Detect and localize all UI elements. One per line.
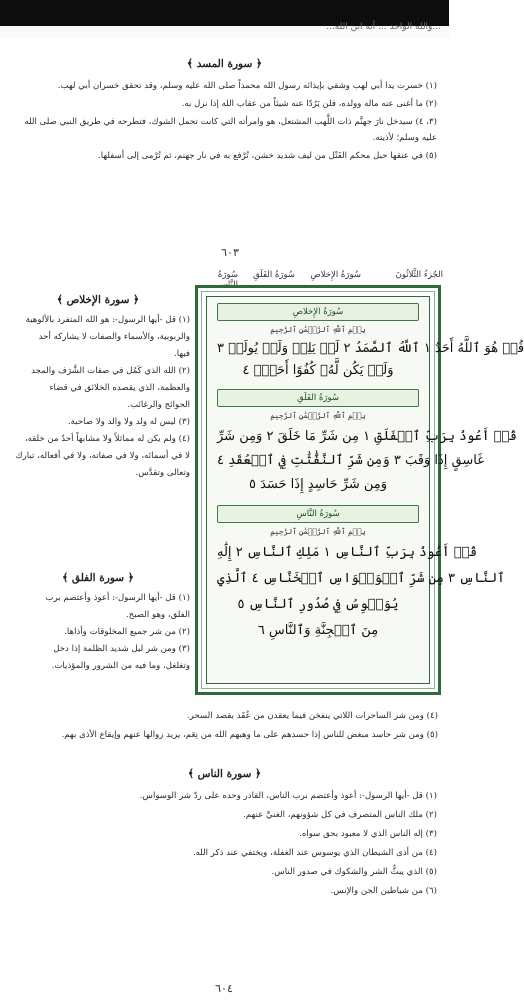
mushaf-frame — [195, 285, 524, 695]
running-head — [195, 270, 443, 284]
previous-page-cut — [0, 22, 449, 38]
masad-line: (٣، ٤) سيدخل نارَ جهنَّم ذات اللَّهب المشتعل، هو وامرأته التي كانت تحمل الشوك، فتطرحه في طريق النبي صلى الله — [24, 117, 437, 127]
masad-line: عليه وسلم؛ لأذيته. — [372, 133, 437, 143]
falaq-verse-line: غَاسِقٍ إِذَا وَقَبَ ٣ وَمِن شَرِّ ٱلنَّفَّٰثَٰتِ فِي ٱلۡعُقَدِ ٤ — [217, 453, 485, 468]
falaq-line: (١) قل -أيها الرسول-: أعوذ وأعتصم برب — [45, 593, 190, 603]
running-head-juz: الجُزءُ الثَّلاثُونَ — [395, 270, 443, 280]
page-number-bottom: ٦٠٤ — [215, 982, 233, 995]
falaq-banner: سُورَةُ الفَلَقِ — [217, 389, 419, 407]
nas-verse-line: قُلۡ أَعُوذُ بِرَبِّ ٱلنَّاسِ ١ مَلِكِ ٱلنَّاسِ ٢ إِلَٰهِ — [217, 545, 477, 560]
running-head-falaq: سُورَةُ الفَلَقِ — [253, 270, 295, 280]
basmala: بِسۡمِ ٱللَّهِ ٱلرَّحۡمَٰنِ ٱلرَّحِيمِ — [270, 527, 366, 536]
nas-heading: ﴿ سورة الناس ﴾ — [187, 768, 262, 780]
ikhlas-heading: ﴿ سورة الإخلاص ﴾ — [56, 294, 140, 306]
masad-line: (٥) في عنقها حبل محكم الفَتْل من ليف شديد خشن، تُرْفع به في نار جهنم، ثم تُرْمى إلى أسفلها. — [98, 151, 437, 161]
mushaf-inner — [206, 296, 524, 684]
basmala: بِسۡمِ ٱللَّهِ ٱلرَّحۡمَٰنِ ٱلرَّحِيمِ — [270, 411, 366, 420]
masad-line: (١) خسرت يدا أبي لهب وشقي بإيذائه رسول الله محمداً صلى الله عليه وسلم، وقد تحقق خسران أبي لهب. — [57, 81, 437, 91]
falaq-heading: ﴿ سورة الفلق ﴾ — [62, 572, 134, 584]
ikhlas-line: (٢) الله الذي كَمُل في صفات الشَّرَف والمجد — [31, 366, 190, 376]
masad-section — [12, 58, 437, 166]
ikhlas-line: لا في أسمائه، ولا في صفاته، ولا في أفعاله، تبارك — [15, 451, 190, 461]
nas-line: (٤) من أذى الشيطان الذي يوسوس عند الغفلة، ويختفي عند ذكر الله. — [192, 848, 437, 858]
basmala: بِسۡمِ ٱللَّهِ ٱلرَّحۡمَٰنِ ٱلرَّحِيمِ — [270, 325, 366, 334]
falaq-line: الفلق، وهو الصبح. — [125, 610, 190, 620]
nas-line: (٢) ملك الناس المتصرف في كل شؤونهم، الغنيِّ عنهم. — [243, 810, 437, 820]
falaq-verse-line: وَمِن شَرِّ حَاسِدٍ إِذَا حَسَدَ ٥ — [248, 477, 388, 492]
nas-line: (٥) الذي يبثُّ الشر والشكوك في صدور الناس. — [271, 867, 437, 877]
falaq-commentary-continued — [10, 708, 438, 746]
masad-heading: ﴿ سورة المسد ﴾ — [186, 58, 263, 70]
ikhlas-line: (٤) ولم يكن له مماثلاً ولا مشابهاً أحدٌ من خلقه، — [24, 434, 190, 444]
ikhlas-line: (٣) ليس له ولد ولا والد ولا صاحبة. — [67, 417, 190, 427]
cut-text: ...والله الواحد ... أنه ابن الله... — [326, 22, 441, 32]
nas-commentary — [12, 768, 437, 902]
nas-banner: سُورَةُ النَّاسِ — [217, 505, 419, 523]
falaq-line: (٤) ومن شر الساحرات اللاتي ينفخن فيما يعقدن من عُقَد بقصد السحر. — [186, 711, 438, 721]
nas-line: (١) قل -أيها الرسول-: أعوذ وأعتصم برب الناس، القادر وحده على ردّ شر الوسواس. — [139, 791, 437, 801]
nas-line: (٦) من شياطين الجن والإنس. — [330, 886, 437, 896]
nas-verse-line: ٱلنَّاسِ ٣ مِن شَرِّ ٱلۡوَسۡوَاسِ ٱلۡخَنَّاسِ ٤ ٱلَّذِي — [217, 571, 505, 586]
ikhlas-line: وتعالى وتقدَّس. — [135, 468, 190, 478]
ikhlas-verse-line: وَلَمۡ يَكُن لَّهُۥ كُفُوًا أَحَدُۢ ٤ — [242, 363, 394, 378]
nas-verse-line: مِنَ ٱلۡجِنَّةِ وَٱلنَّاسِ ٦ — [257, 623, 379, 638]
nas-line: (٣) إله الناس الذي لا معبود بحق سواه. — [299, 829, 437, 839]
ikhlas-line: (١) قل -أيها الرسول-: هو الله المتفرد بالألوهية — [25, 315, 190, 325]
falaq-commentary — [6, 572, 190, 675]
ikhlas-line: والعظمة، الذي يقصده الخلائق في قضاء — [49, 383, 190, 393]
running-head-ikhlas: سُورَةُ الإِخلاصِ — [310, 270, 361, 280]
ikhlas-commentary — [6, 294, 190, 482]
ikhlas-line: والربوبية، والأسماء والصفات لا يشاركه أحد — [38, 332, 190, 342]
falaq-line: (٣) ومن شر ليل شديد الظلمة إذا دخل — [53, 644, 190, 654]
falaq-line: وتغلغل، وما فيه من الشرور والمؤذيات. — [51, 661, 190, 671]
nas-verse-line: يُوَسۡوِسُ فِي صُدُورِ ٱلنَّاسِ ٥ — [237, 597, 399, 612]
falaq-verse-line: قُلۡ أَعُوذُ بِرَبِّ ٱلۡفَلَقِ ١ مِن شَرِّ مَا خَلَقَ ٢ وَمِن شَرِّ — [217, 429, 517, 444]
ikhlas-line: الحوائج والرغائب. — [127, 400, 190, 410]
ikhlas-banner: سُورَةُ الإِخلاصِ — [217, 303, 419, 321]
ikhlas-line: فيها. — [173, 349, 190, 359]
falaq-line: (٥) ومن شر حاسد مبغض للناس إذا حسدهم على ما وهبهم الله من نِعَم، يريد زوالها عنهم وإيقاع الأذى بهم. — [61, 730, 438, 740]
page-number-top: ٦٠٣ — [221, 246, 239, 259]
masad-line: (٢) ما أغنى عنه ماله وولده، فلن يَرُدّا عنه شيئاً من عقاب الله إذا نزل به. — [181, 99, 437, 109]
falaq-line: (٢) من شر جميع المخلوقات وأذاها. — [64, 627, 190, 637]
ikhlas-verse-line: قُلۡ هُوَ ٱللَّهُ أَحَدٌ ١ ٱللَّهُ ٱلصَّمَدُ ٢ لَمۡ يَلِدۡ وَلَمۡ يُولَدۡ ٣ — [217, 341, 524, 356]
running-head-nas: سُورَةُ — [217, 270, 238, 280]
